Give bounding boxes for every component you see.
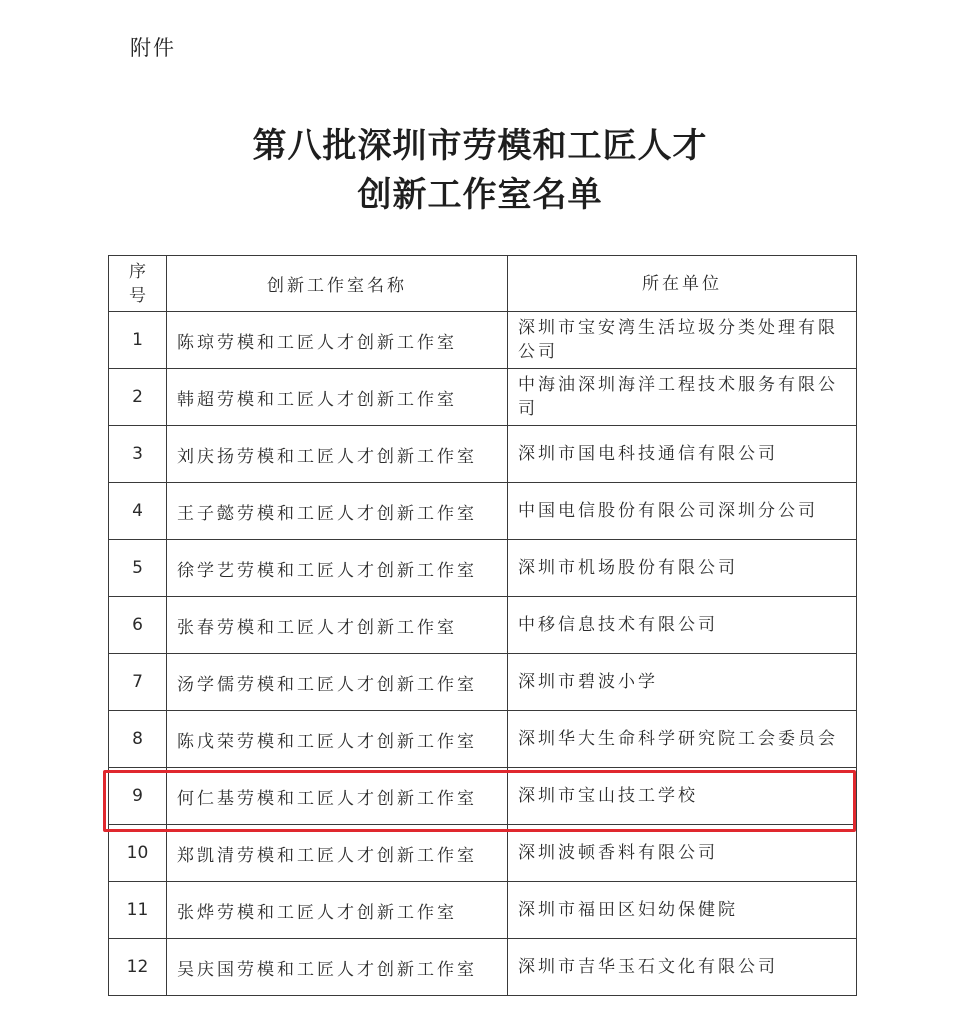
row-index: 12 <box>109 939 167 996</box>
row-studio-name: 何仁基劳模和工匠人才创新工作室 <box>167 768 508 825</box>
table-row <box>109 312 857 369</box>
row-studio-name: 刘庆扬劳模和工匠人才创新工作室 <box>167 426 508 483</box>
table-row <box>109 426 857 483</box>
row-studio-name: 吴庆国劳模和工匠人才创新工作室 <box>167 939 508 996</box>
row-index: 1 <box>109 312 167 369</box>
row-studio-name: 陈戊荣劳模和工匠人才创新工作室 <box>167 711 508 768</box>
header-studio-name: 创新工作室名称 <box>167 256 508 312</box>
row-index: 2 <box>109 369 167 426</box>
row-unit: 深圳市宝山技工学校 <box>508 768 857 825</box>
table-row <box>109 939 857 996</box>
header-index: 序号 <box>109 256 167 312</box>
row-index: 8 <box>109 711 167 768</box>
table-row <box>109 540 857 597</box>
document-title-line1: 第八批深圳市劳模和工匠人才 <box>252 126 708 166</box>
table-row <box>109 597 857 654</box>
row-unit: 深圳市宝安湾生活垃圾分类处理有限公司 <box>508 312 857 369</box>
row-studio-name: 陈琼劳模和工匠人才创新工作室 <box>167 312 508 369</box>
row-index: 3 <box>109 426 167 483</box>
row-unit: 深圳市福田区妇幼保健院 <box>508 882 857 939</box>
table-row <box>109 882 857 939</box>
row-studio-name: 韩超劳模和工匠人才创新工作室 <box>167 369 508 426</box>
row-unit: 深圳波顿香料有限公司 <box>508 825 857 882</box>
row-unit: 深圳市国电科技通信有限公司 <box>508 426 857 483</box>
row-index: 10 <box>109 825 167 882</box>
row-unit: 中海油深圳海洋工程技术服务有限公司 <box>508 369 857 426</box>
table-row <box>109 711 857 768</box>
row-index: 6 <box>109 597 167 654</box>
row-unit: 深圳华大生命科学研究院工会委员会 <box>508 711 857 768</box>
table-header-row <box>109 256 857 312</box>
table-row <box>109 369 857 426</box>
table-row-highlighted <box>109 768 857 825</box>
row-studio-name: 张春劳模和工匠人才创新工作室 <box>167 597 508 654</box>
document-title-line2: 创新工作室名单 <box>357 175 603 215</box>
table-row <box>109 825 857 882</box>
row-unit: 深圳市碧波小学 <box>508 654 857 711</box>
row-studio-name: 郑凯清劳模和工匠人才创新工作室 <box>167 825 508 882</box>
row-index: 7 <box>109 654 167 711</box>
row-index: 9 <box>109 768 167 825</box>
row-unit: 深圳市机场股份有限公司 <box>508 540 857 597</box>
row-studio-name: 徐学艺劳模和工匠人才创新工作室 <box>167 540 508 597</box>
header-unit: 所在单位 <box>508 256 857 312</box>
row-index: 11 <box>109 882 167 939</box>
row-studio-name: 张烨劳模和工匠人才创新工作室 <box>167 882 508 939</box>
row-studio-name: 汤学儒劳模和工匠人才创新工作室 <box>167 654 508 711</box>
table-row <box>109 654 857 711</box>
attachment-label: 附件 <box>130 36 176 60</box>
row-unit: 中移信息技术有限公司 <box>508 597 857 654</box>
row-unit: 深圳市吉华玉石文化有限公司 <box>508 939 857 996</box>
row-index: 5 <box>109 540 167 597</box>
row-unit: 中国电信股份有限公司深圳分公司 <box>508 483 857 540</box>
table-row <box>109 483 857 540</box>
studio-roster-table <box>108 255 857 996</box>
row-index: 4 <box>109 483 167 540</box>
row-studio-name: 王子懿劳模和工匠人才创新工作室 <box>167 483 508 540</box>
